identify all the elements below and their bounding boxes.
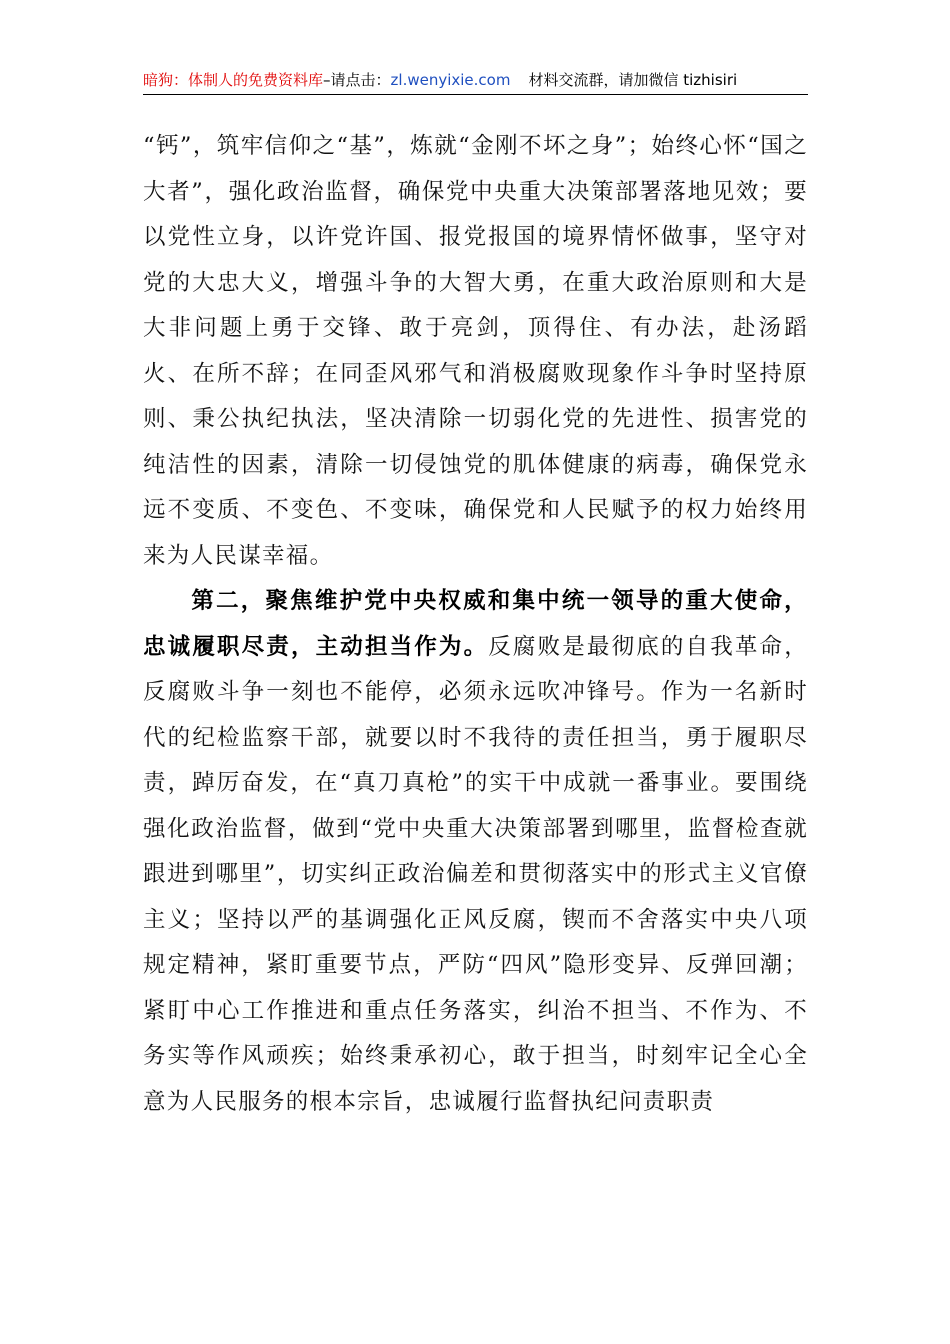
paragraph-2-heading: 第二，聚焦维护党中央权威和集中统一领导的重大使命，忠诚履职尽责，主动担当作为。 — [143, 588, 808, 660]
paragraph-1 — [143, 124, 808, 579]
header-wechat-note: 材料交流群，请加微信 tizhisiri — [528, 71, 738, 89]
header-link[interactable]: zl.wenyixie.com — [390, 71, 511, 89]
document-body — [143, 124, 808, 1125]
page-header — [143, 66, 808, 95]
paragraph-2 — [143, 579, 808, 1125]
header-site-name: 暗狗：体制人的免费资料库 — [143, 71, 324, 89]
header-prompt: –请点击： — [323, 71, 391, 89]
paragraph-2-text: 反腐败是最彻底的自我革命，反腐败斗争一刻也不能停，必须永远吹冲锋号。作为一名新时代的纪检监察干部，就要以时不我待的责任担当，勇于履职尽责，踔厉奋发，在“真刀真枪”的实干中成就一番事业。要围绕强化政治监督，做到“党中央重大决策部署到哪里，监督检查就跟进到哪里”，切实纠正政治偏差和贯彻落实中的形式主义官僚主义；坚持以严的基调强化正风反腐，锲而不舍落实中央八项规定精神，紧盯重要节点，严防“四风”隐形变异、反弹回潮；紧盯中心工作推进和重点任务落实，纠治不担当、不作为、不务实等作风顽疾；始终秉承初心，敢于担当，时刻牢记全心全意为人民服务的根本宗旨，忠诚履行监督执纪问责职责 — [143, 633, 809, 1115]
paragraph-1-text: “钙”，筑牢信仰之“基”，炼就“金刚不坏之身”；始终心怀“国之大者”，强化政治监督，确保党中央重大决策部署落地见效；要以党性立身，以许党许国、报党报国的境界情怀做事，坚守对党的大忠大义，增强斗争的大智大勇，在重大政治原则和大是大非问题上勇于交锋、敢于亮剑，顶得住、有办法，赴汤蹈火、在所不辞；在同歪风邪气和消极腐败现象作斗争时坚持原则、秉公执纪执法，坚决清除一切弱化党的先进性、损害党的纯洁性的因素，清除一切侵蚀党的肌体健康的病毒，确保党永远不变质、不变色、不变味，确保党和人民赋予的权力始终用来为人民谋幸福。 — [143, 133, 808, 569]
